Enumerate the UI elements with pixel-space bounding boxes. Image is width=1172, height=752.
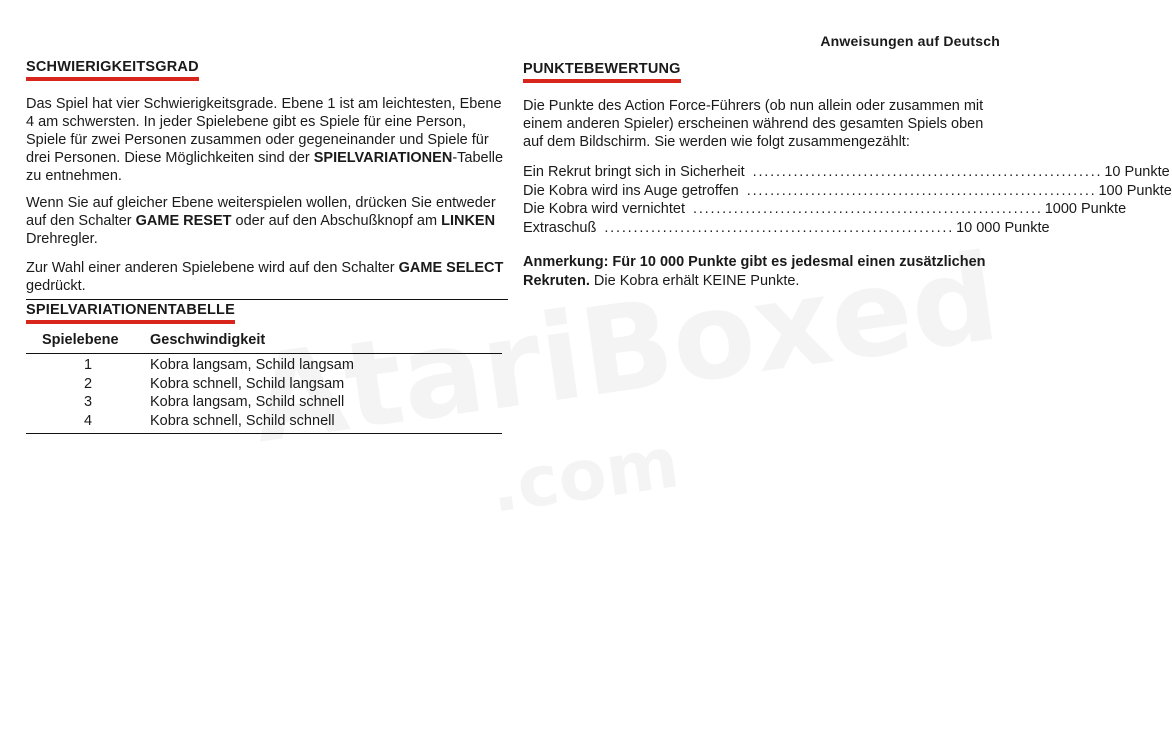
list-item <box>523 219 1050 238</box>
continue-instructions <box>26 194 506 248</box>
table-row <box>26 356 502 375</box>
note-rest: Die Kobra erhält KEINE Punkte. <box>589 272 800 289</box>
level-cell: 2 <box>83 375 93 392</box>
difficulty-heading: SCHWIERIGKEITSGRAD <box>26 59 199 81</box>
table-bottom-rule <box>26 433 502 434</box>
right-column <box>523 60 1172 290</box>
divider <box>26 299 508 300</box>
table-body <box>26 354 502 430</box>
points-label: Die Kobra wird vernichtet <box>523 201 685 217</box>
table-row <box>26 412 502 431</box>
scoring-intro: Die Punkte des Action Force-Führers (ob nun allein oder zusammen mit einem anderen Spieler) erscheinen während des gesamten Spiels oben auf dem Bildschirm. Sie werden wie folgt zusammengezählt: <box>523 98 984 150</box>
watermark-subtext <box>486 427 683 523</box>
note-bold: Anmerkung: Für 10 000 Punkte gibt es jedesmal einen zusätzlichen Rekruten. <box>523 254 986 289</box>
leader-dots: ............................................................ <box>604 219 955 236</box>
game-reset-label: GAME RESET <box>135 213 232 229</box>
column-header-speed: Geschwindigkeit <box>150 332 266 348</box>
points-value: 10 000 Punkte <box>956 219 1050 236</box>
scoring-note <box>523 253 1003 290</box>
select-text-tail: gedrückt. <box>26 278 86 294</box>
speed-cell: Kobra langsam, Schild langsam <box>150 357 354 373</box>
table-header <box>26 332 502 354</box>
leader-dots: ............................................................ <box>746 182 1097 199</box>
continue-text-2: oder auf den Abschußknopf am <box>231 213 442 229</box>
speed-cell: Kobra schnell, Schild langsam <box>150 375 345 392</box>
left-label: LINKEN <box>441 213 496 229</box>
points-value: 1000 Punkte <box>1044 201 1127 217</box>
variations-table <box>26 332 502 434</box>
continue-text: Wenn Sie auf gleicher Ebene weiterspielen wollen, drücken Sie entweder auf den Schalter <box>26 195 496 229</box>
scoring-heading: PUNKTEBEWERTUNG <box>523 61 681 83</box>
points-label: Die Kobra wird ins Auge getroffen <box>523 182 739 199</box>
variations-reference: SPIELVARIATIONEN <box>313 150 453 166</box>
points-list <box>523 163 1172 237</box>
level-cell: 4 <box>83 412 93 429</box>
select-text: Zur Wahl einer anderen Spielebene wird auf den Schalter <box>26 260 399 276</box>
select-instructions <box>26 259 506 295</box>
left-column <box>26 58 506 434</box>
difficulty-intro <box>26 95 506 185</box>
speed-cell: Kobra schnell, Schild schnell <box>150 412 335 429</box>
leader-dots: ............................................................ <box>752 164 1103 180</box>
points-value: 10 Punkte <box>1104 164 1170 180</box>
continue-text-3: Drehregler. <box>26 231 98 247</box>
game-select-label: GAME SELECT <box>398 260 504 276</box>
language-label: Anweisungen auf Deutsch <box>820 33 1000 49</box>
table-row <box>26 393 502 412</box>
points-label: Extraschuß <box>523 219 597 236</box>
difficulty-intro-tail: -Tabelle zu entnehmen. <box>26 150 504 184</box>
difficulty-intro-text: Das Spiel hat vier Schwierigkeitsgrade. Ebene 1 ist am leichtesten, Ebene 4 am schwersten. In jeder Spielebene gibt es Spiele für eine Person, Spiele für zwei Personen zusammen oder gegeneinander und Spiele für drei Personen. Diese Möglichkeiten sind der <box>26 96 502 166</box>
table-row <box>26 375 502 394</box>
list-item <box>523 200 1127 219</box>
column-header-level: Spielebene <box>42 332 119 348</box>
speed-cell: Kobra langsam, Schild schnell <box>150 394 345 410</box>
level-cell: 3 <box>83 394 93 410</box>
list-item <box>523 182 1172 201</box>
points-value: 100 Punkte <box>1098 182 1172 199</box>
variations-heading: SPIELVARIATIONENTABELLE <box>26 302 235 324</box>
leader-dots: ............................................................ <box>693 201 1043 217</box>
points-label: Ein Rekrut bringt sich in Sicherheit <box>523 164 745 180</box>
list-item <box>523 163 1170 182</box>
level-cell: 1 <box>83 357 93 373</box>
